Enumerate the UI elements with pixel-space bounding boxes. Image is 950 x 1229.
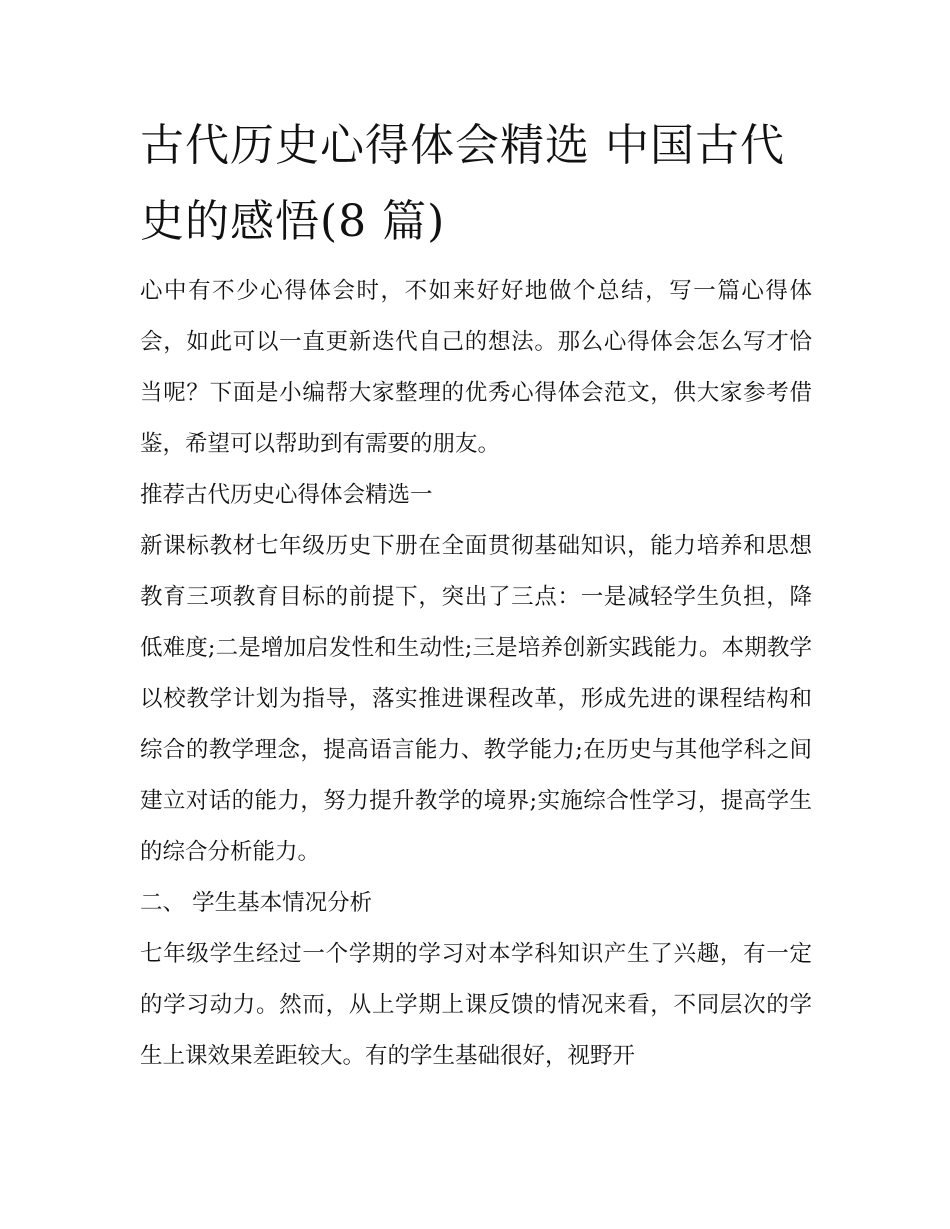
body-paragraph-2: 七年级学生经过一个学期的学习对本学科知识产生了兴趣，有一定的学习动力。然而，从上学期上课反馈的情况来看，不同层次的学生上课效果差距较大。有的学生基础很好，视野开: [140, 941, 812, 1069]
section-heading-1: 推荐古代历史心得体会精选一: [140, 482, 433, 508]
intro-paragraph: 心中有不少心得体会时，不如来好好地做个总结，写一篇心得体会，如此可以一直更新迭代自己的想法。那么心得体会怎么写才恰当呢？下面是小编帮大家整理的优秀心得体会范文，供大家参考借鉴，希望可以帮助到有需要的朋友。: [140, 278, 812, 457]
document-title: 古代历史心得体会精选 中国古代史的感悟(8 篇): [140, 120, 785, 247]
body-paragraph-1: 新课标教材七年级历史下册在全面贯彻基础知识，能力培养和思想教育三项教育目标的前提下，突出了三点：一是减轻学生负担，降低难度;二是增加启发性和生动性;三是培养创新实践能力。本期教学以校教学计划为指导，落实推进课程改革，形成先进的课程结构和综合的教学理念，提高语言能力、教学能力;在历史与其他学科之间建立对话的能力，努力提升教学的境界;实施综合性学习，提高学生的综合分析能力。: [140, 533, 812, 865]
section-heading-2: 二、 学生基本情况分析: [140, 890, 373, 916]
document-page: [140, 108, 812, 1082]
